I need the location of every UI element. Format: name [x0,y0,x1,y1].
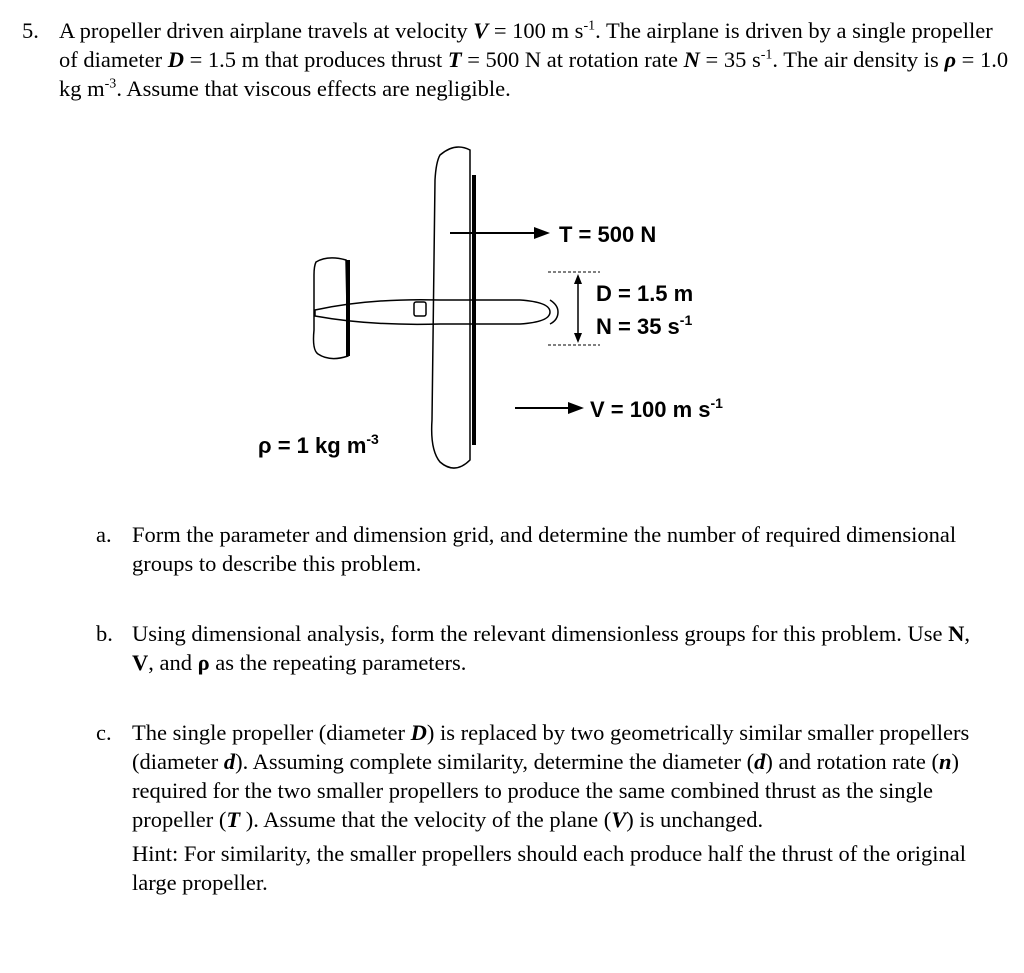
velocity-label [590,395,723,422]
var-n: n [939,749,952,774]
density-label-main: ρ = 1 kg m [258,433,367,458]
part-c [96,718,996,897]
problem-text-segment: = 500 N at rotation rate [461,47,684,72]
rotation-label-exp: -1 [679,312,693,328]
problem-text [59,16,1012,103]
velocity-label-exp: -1 [710,395,723,411]
problem-number: 5. [22,18,39,43]
exponent: -1 [760,47,773,63]
var-d: d [754,749,766,774]
var-T: T [447,47,462,72]
propeller-spinner [550,300,558,324]
var-N: N [683,47,700,72]
diameter-arrowhead-up [574,274,582,284]
var-rho: ρ [197,650,210,675]
rotation-label [596,312,692,339]
problem-text-segment: = 35 s [699,47,761,72]
var-D: D [410,720,427,745]
problem-text-segment: = 1.0 kg m [59,47,1009,101]
thrust-label: T = 500 N [559,222,657,247]
diameter-arrowhead-down [574,333,582,343]
problem-text-segment: . Assume that viscous effects are negligible. [116,76,511,101]
part-b [96,619,996,677]
part-b-text [132,619,996,677]
diameter-label: D = 1.5 m [596,281,694,306]
part-b-letter: b. [96,621,113,646]
part-b-segment: , and [148,650,198,675]
var-d: d [223,749,236,774]
var-rho: ρ [944,47,957,72]
problem-text-segment: = 1.5 m that produces thrust [183,47,448,72]
part-c-segment: ) and rotation rate ( [765,749,940,774]
part-c-segment: ). Assuming complete similarity, determine the diameter ( [235,749,755,774]
exponent: -3 [104,76,117,92]
var-D: D [167,47,184,72]
part-a-text: Form the parameter and dimension grid, and determine the number of required dimensional groups to describe this problem. [132,522,957,576]
part-b-segment: as the repeating parameters. [209,650,467,675]
part-c-segment: ) is replaced by two geometrically similar smaller propellers (diameter [132,720,970,774]
velocity-label-main: V = 100 m s [590,397,711,422]
part-c-segment: ). Assume that the velocity of the plane ( [240,807,612,832]
density-label-exp: -3 [366,431,379,447]
part-c-text [132,718,996,834]
problem-statement [22,16,1012,103]
part-b-segment: Using dimensional analysis, form the relevant dimensionless groups for this problem. Use [132,621,949,646]
var-V: V [611,807,627,832]
problem-text-segment: . The airplane is driven by a single propeller of diameter [59,18,993,72]
part-c-segment: ) required for the two smaller propellers to produce the same combined thrust as the single propeller ( [132,749,960,832]
exponent: -1 [583,18,596,34]
thrust-arrowhead [534,227,550,239]
problem-text-segment: A propeller driven airplane travels at velocity [59,18,474,43]
part-c-segment: The single propeller (diameter [132,720,411,745]
part-c-segment: ) is unchanged. [626,807,764,832]
var-T: T [226,807,241,832]
problem-text-segment: = 100 m s [488,18,584,43]
rotation-label-main: N = 35 s [596,314,680,339]
airplane-diagram [250,140,770,480]
part-a [96,520,996,578]
part-c-letter: c. [96,720,112,745]
airplane-outline [314,147,559,468]
velocity-arrowhead [568,402,584,414]
tail-wing [314,258,349,359]
part-a-letter: a. [96,522,112,547]
part-b-segment: , [964,621,970,646]
cockpit-window [414,302,426,316]
var-V: V [473,18,489,43]
var-N: N [948,621,965,646]
problem-text-segment: . The air density is [772,47,945,72]
density-label [258,431,379,458]
main-wing [432,147,470,468]
part-c-hint: Hint: For similarity, the smaller propellers should each produce half the thrust of the original large propeller. [132,841,966,895]
var-V: V [132,650,149,675]
